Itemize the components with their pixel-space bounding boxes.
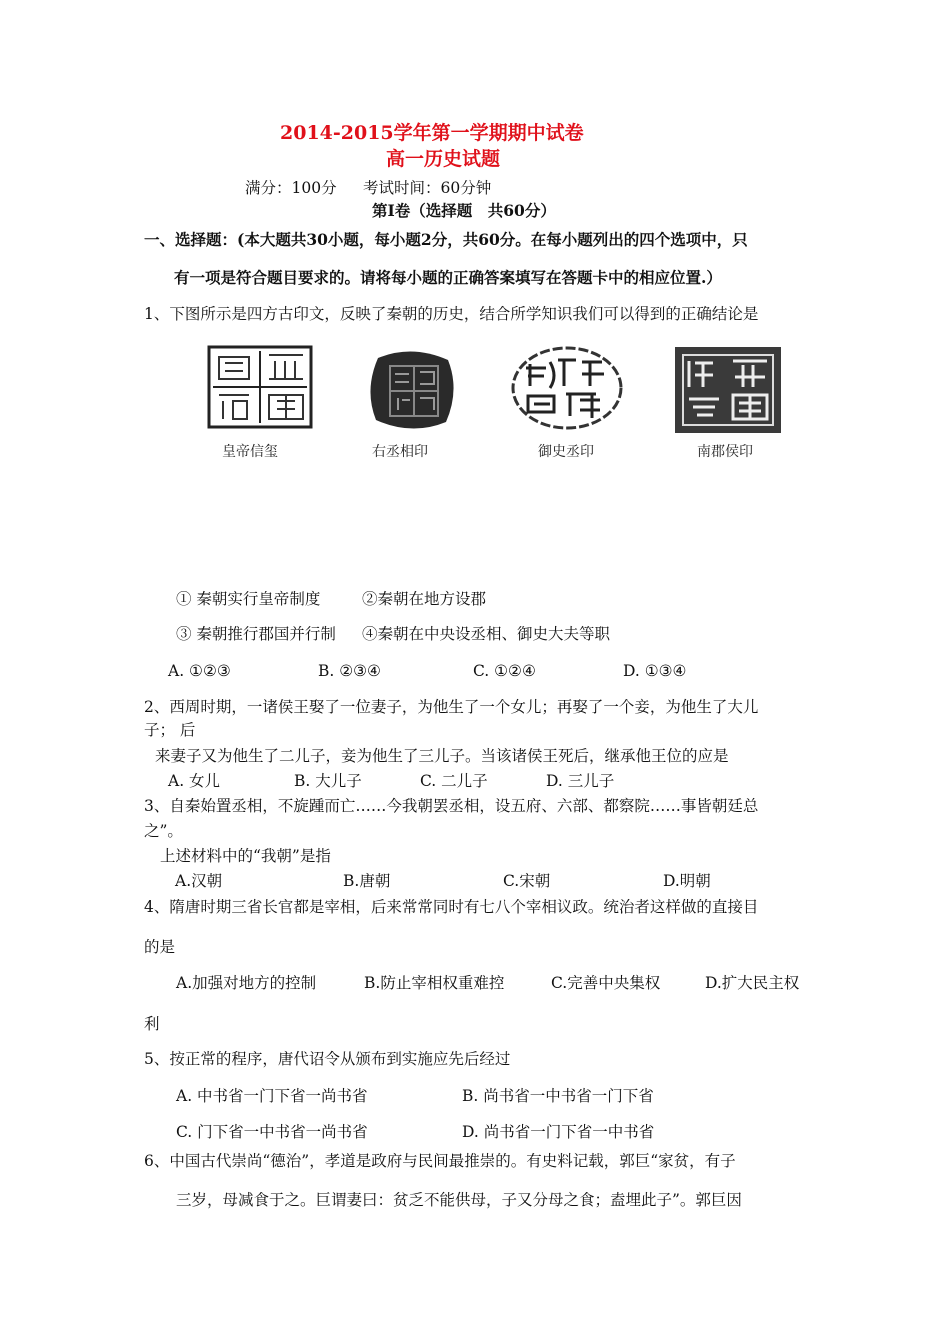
q4-line-2: 的是 xyxy=(144,938,176,956)
instructions-line-1: 一、选择题：(本大题共30小题，每小题2分，共60分。在每小题列出的四个选项中，只 xyxy=(144,230,748,249)
q1-statement-1: ① 秦朝实行皇帝制度 xyxy=(176,590,321,608)
exam-time: 考试时间：60分钟 xyxy=(363,179,492,197)
q3-option-c: C.宋朝 xyxy=(503,872,551,890)
q2-option-a: A. 女儿 xyxy=(168,772,221,790)
q4-option-b: B.防止宰相权重难控 xyxy=(364,974,505,992)
q1-statement-3: ③ 秦朝推行郡国并行制 xyxy=(176,625,336,643)
q2-line-3: 来妻子又为他生了二儿子，妾为他生了三儿子。当该诸侯王死后，继承他王位的应是 xyxy=(155,747,729,765)
q5-option-b: B. 尚书省一中书省一门下省 xyxy=(462,1087,654,1105)
q1-option-d: D. ①③④ xyxy=(623,662,687,680)
seal-caption-1: 皇帝信玺 xyxy=(222,444,278,460)
q4-option-c: C.完善中央集权 xyxy=(551,974,661,992)
q3-line-2: 之”。 xyxy=(144,822,183,840)
q4-option-d-continued: 利 xyxy=(144,1015,160,1033)
q5-option-d: D. 尚书省一门下省一中书省 xyxy=(462,1123,655,1141)
seal-huangdixinxi-icon xyxy=(205,343,315,431)
exam-subtitle: 高一历史试题 xyxy=(386,148,501,170)
seal-nanjunhouyin-icon xyxy=(673,345,783,435)
q3-line-3: 上述材料中的“我朝”是指 xyxy=(160,847,331,865)
seal-caption-2: 右丞相印 xyxy=(372,444,428,460)
q3-option-a: A.汉朝 xyxy=(175,872,223,890)
q2-option-d: D. 三儿子 xyxy=(546,772,615,790)
q6-line-2: 三岁，母减食于之。巨谓妻曰：贫乏不能供母，子又分母之食；盍埋此子”。郭巨因 xyxy=(176,1191,742,1209)
q5-option-a: A. 中书省一门下省一尚书省 xyxy=(176,1087,368,1105)
q2-line-2: 子； 后 xyxy=(144,721,196,739)
q2-line-1: 2、西周时期，一诸侯王娶了一位妻子，为他生了一个女儿；再娶了一个妾，为他生了大儿 xyxy=(144,698,759,716)
q1-statement-4: ④秦朝在中央设丞相、御史大夫等职 xyxy=(362,625,611,643)
q3-option-b: B.唐朝 xyxy=(343,872,391,890)
q4-option-a: A.加强对地方的控制 xyxy=(176,974,317,992)
q1-option-b: B. ②③④ xyxy=(318,662,381,680)
q4-option-d: D.扩大民主权 xyxy=(705,974,800,992)
seal-youchengxiangyin-icon xyxy=(362,346,462,434)
full-score: 满分：100分 xyxy=(245,179,337,197)
q5-option-c: C. 门下省一中书省一尚书省 xyxy=(176,1123,368,1141)
q1-option-c: C. ①②④ xyxy=(473,662,536,680)
q1-option-a: A. ①②③ xyxy=(168,662,231,680)
q3-option-d: D.明朝 xyxy=(663,872,711,890)
section-heading: 第Ⅰ卷（选择题 共60分） xyxy=(372,201,556,220)
q1-stem: 1、下图所示是四方古印文，反映了秦朝的历史，结合所学知识我们可以得到的正确结论是 xyxy=(144,305,759,323)
q1-statement-2: ②秦朝在地方设郡 xyxy=(362,590,487,608)
q6-line-1: 6、中国古代崇尚“德治”，孝道是政府与民间最推崇的。有史料记载，郭巨“家贫，有子 xyxy=(144,1152,736,1170)
q3-line-1: 3、自秦始置丞相，不旋踵而亡……今我朝罢丞相，设五府、六部、都察院……事皆朝廷总 xyxy=(144,797,759,815)
q2-option-c: C. 二儿子 xyxy=(420,772,488,790)
q4-line-1: 4、隋唐时期三省长官都是宰相，后来常常同时有七八个宰相议政。统治者这样做的直接目 xyxy=(144,898,759,916)
seal-caption-3: 御史丞印 xyxy=(538,444,594,460)
q5-stem: 5、按正常的程序，唐代诏令从颁布到实施应先后经过 xyxy=(144,1050,511,1068)
instructions-line-2: 有一项是符合题目要求的。请将每小题的正确答案填写在答题卡中的相应位置.） xyxy=(174,268,722,287)
seal-caption-4: 南郡侯印 xyxy=(697,444,753,460)
exam-title: 2014-2015学年第一学期期中试卷 xyxy=(280,122,584,144)
q2-option-b: B. 大儿子 xyxy=(294,772,362,790)
seal-yushichengyin-icon xyxy=(508,344,626,432)
